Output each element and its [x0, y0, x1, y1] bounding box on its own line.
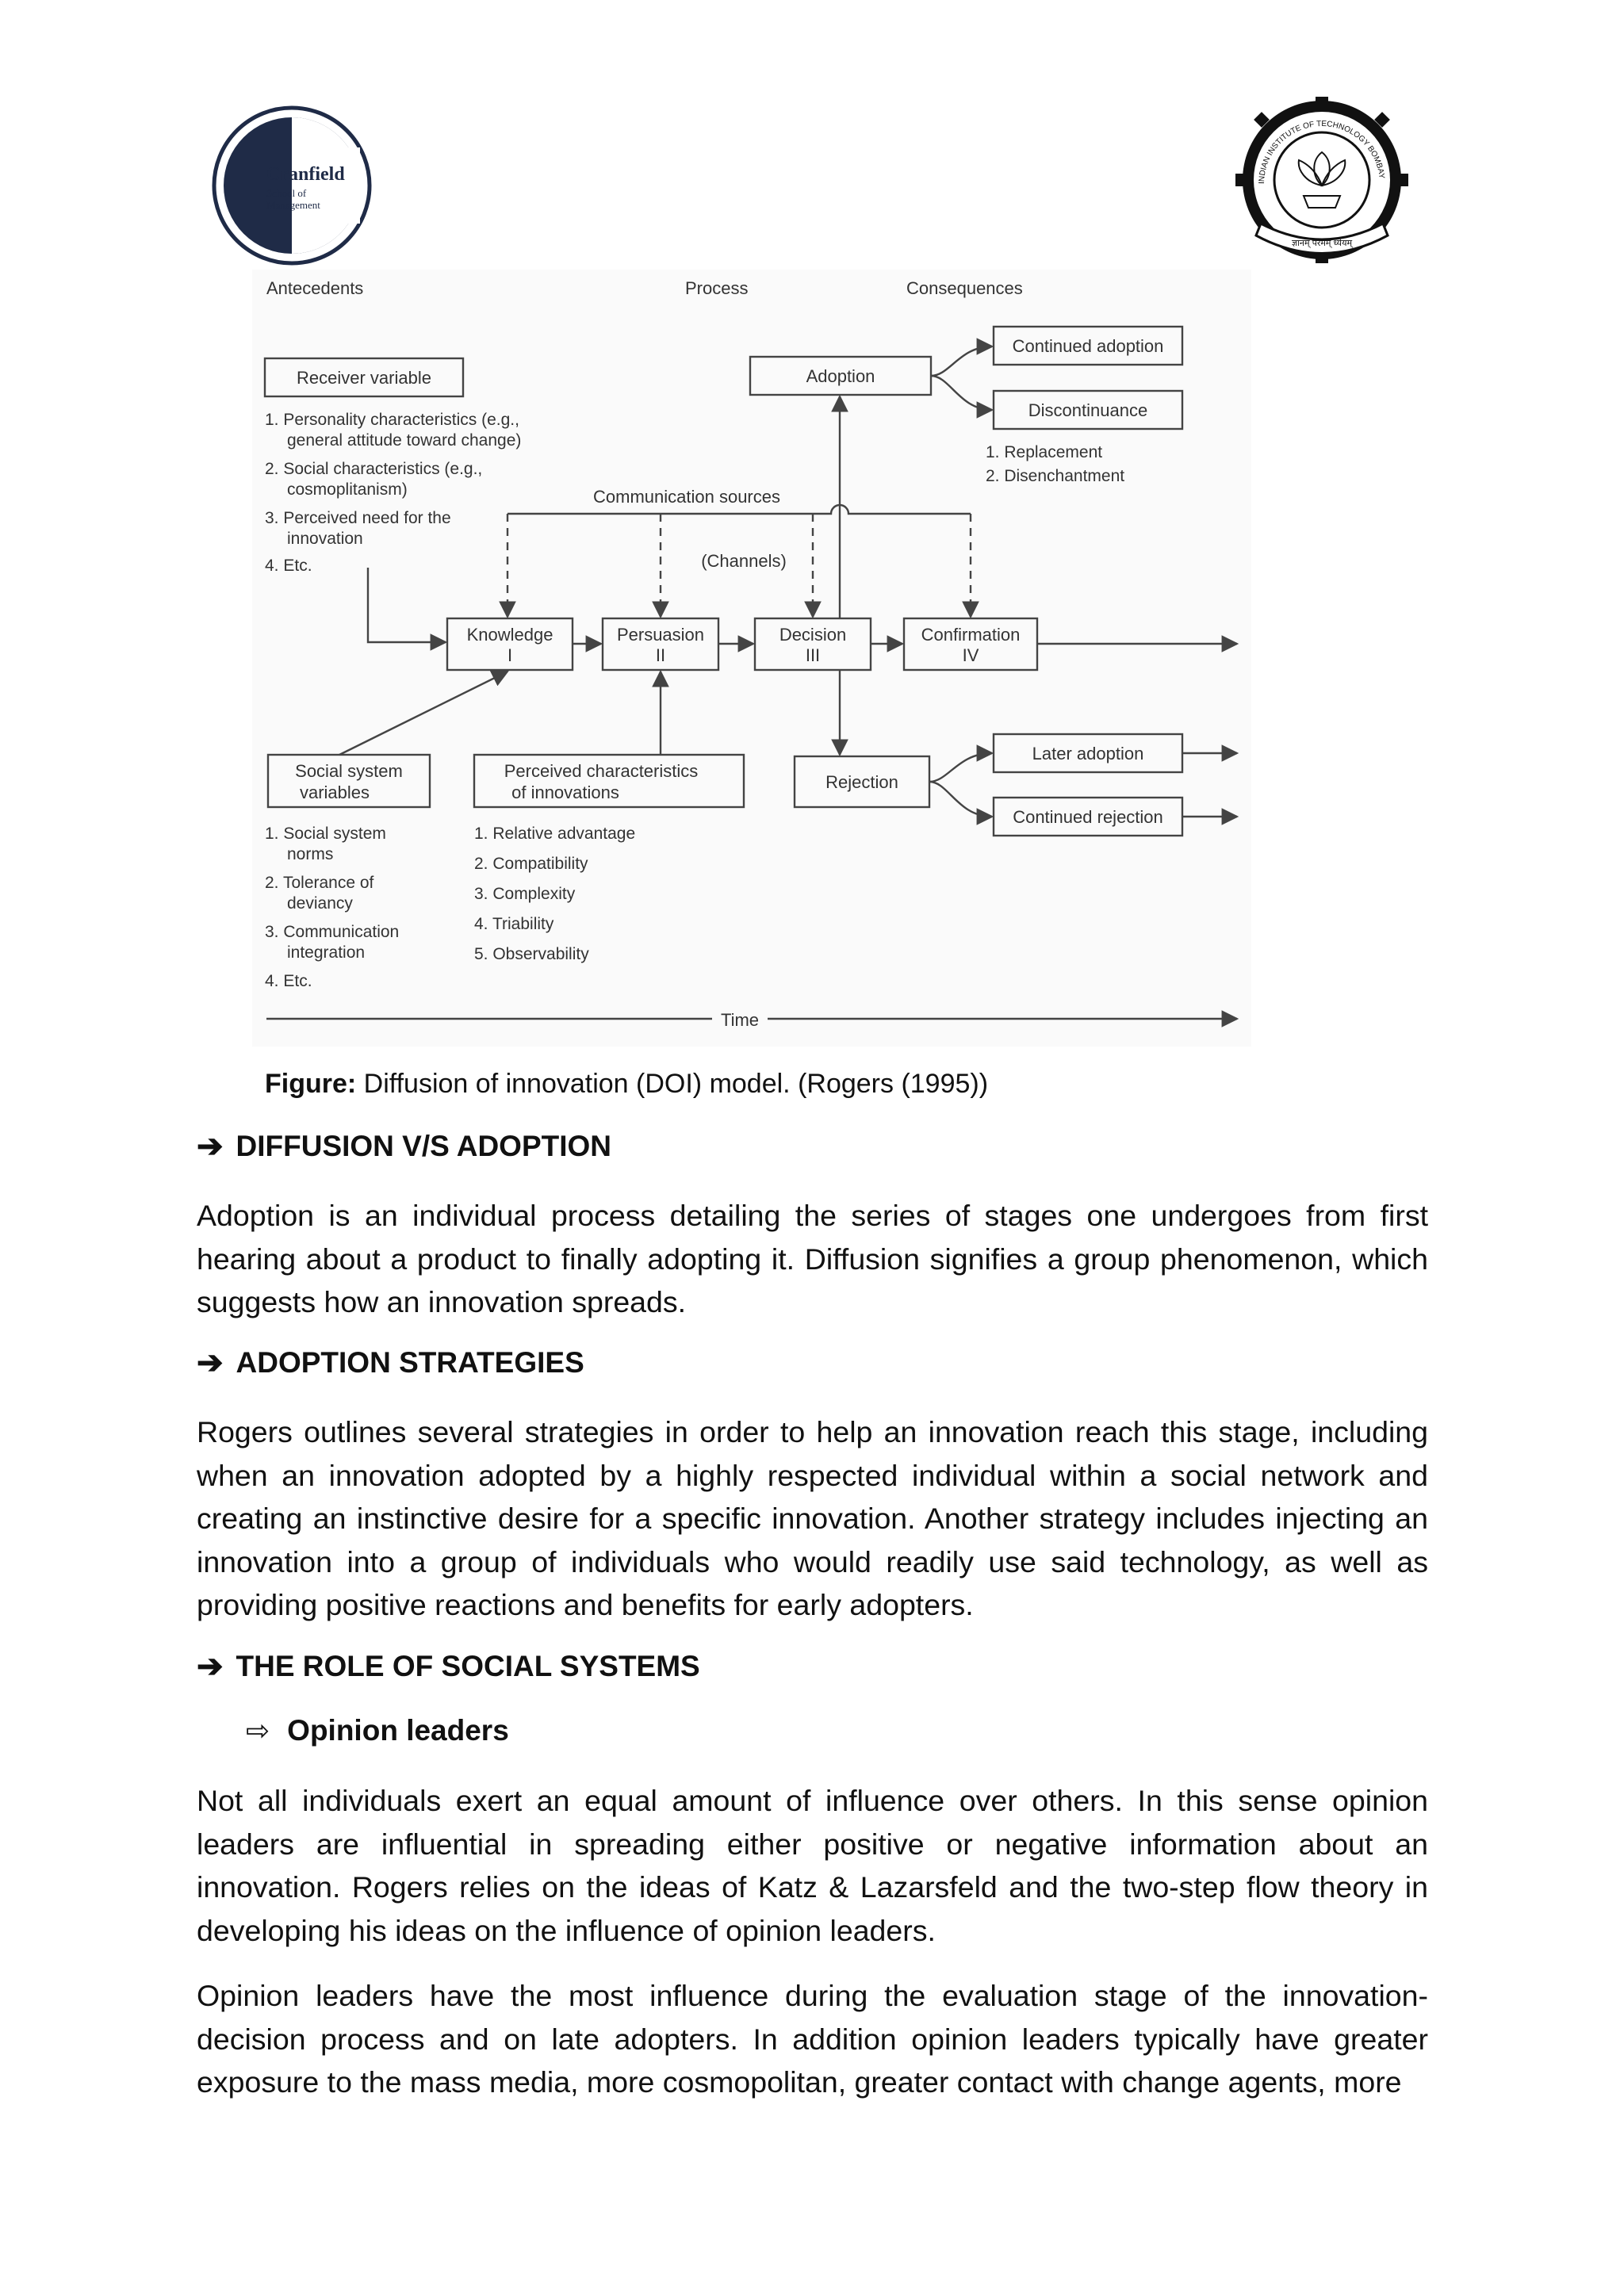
perceived-item: 4. Triability [474, 915, 554, 933]
arrow-right-icon: ➔ [197, 1129, 224, 1164]
knowledge-number: I [507, 645, 513, 665]
header-process: Process [685, 278, 749, 298]
heading-text: DIFFUSION V/S ADOPTION [236, 1130, 611, 1162]
rejection-label: Rejection [825, 772, 898, 792]
social-system-label-2: variables [299, 783, 370, 802]
adoption-label: Adoption [806, 366, 875, 386]
perceived-item: 2. Compatibility [474, 855, 588, 873]
figure-caption [265, 1069, 988, 1100]
persuasion-number: II [655, 645, 666, 665]
confirmation-label: Confirmation [921, 625, 1021, 645]
receiver-item: 1. Personality characteristics (e.g., [265, 411, 519, 429]
social-item: 1. Social system [265, 825, 386, 843]
heading-text: THE ROLE OF SOCIAL SYSTEMS [236, 1650, 700, 1682]
persuasion-label: Persuasion [616, 625, 705, 645]
header-antecedents: Antecedents [266, 278, 364, 298]
logo-text-cranfield: Cranfield [266, 164, 345, 185]
paragraph-opinion-leaders-2: Opinion leaders have the most influence during the evaluation stage of the innovation-decision process and on late adopters. In addition opinion leaders typically have greater exposure to the mass media, more cosmopolitan, greater contact with change agents, more [197, 1979, 1428, 2099]
decision-number: III [805, 645, 821, 665]
perceived-item: 1. Relative advantage [474, 825, 636, 843]
subheading-opinion-leaders [246, 1714, 509, 1747]
header-consequences: Consequences [906, 278, 1023, 298]
social-item: integration [287, 943, 366, 962]
social-item: 4. Etc. [265, 972, 312, 990]
later-adoption-label: Later adoption [1032, 744, 1144, 763]
continued-adoption-label: Continued adoption [1012, 336, 1164, 356]
paragraph-diffusion-vs-adoption: Adoption is an individual process detailing the series of stages one undergoes from first hearing about a product to finally adopting it. Diffusion signifies a group phenomenon, which suggests how an innovation spreads. [197, 1199, 1428, 1318]
receiver-item: innovation [287, 530, 363, 548]
arrow-right-icon: ➔ [197, 1345, 224, 1380]
knowledge-label: Knowledge [466, 625, 553, 645]
caption-text: Diffusion of innovation (DOI) model. (Rogers (1995)) [356, 1069, 989, 1099]
receiver-item: 2. Social characteristics (e.g., [265, 460, 483, 478]
heading-role-of-social-systems [197, 1648, 700, 1685]
discontinuance-item: 1. Replacement [986, 443, 1103, 461]
perceived-item: 5. Observability [474, 945, 589, 963]
confirmation-number: IV [962, 645, 979, 665]
receiver-item: cosmoplitanism) [287, 480, 408, 499]
outline-arrow-icon: ⇨ [246, 1714, 270, 1747]
arrow-right-icon: ➔ [197, 1649, 224, 1684]
social-system-label-1: Social system [295, 761, 403, 781]
perceived-item: 3. Complexity [474, 885, 576, 903]
discontinuance-item: 2. Disenchantment [986, 467, 1125, 485]
continued-rejection-label: Continued rejection [1013, 807, 1163, 827]
cranfield-logo [211, 105, 373, 267]
doi-model-diagram [252, 270, 1251, 1047]
logo-text-line3: Management [266, 199, 320, 211]
time-label: Time [720, 1010, 760, 1030]
social-item: deviancy [287, 894, 353, 913]
heading-adoption-strategies [197, 1345, 584, 1381]
channels-label: (Channels) [701, 551, 787, 571]
logo-text-line2: School of [266, 187, 307, 199]
paragraph-opinion-leaders-1: Not all individuals exert an equal amount of influence over others. In this sense opinion leaders are influential in spreading either positive or negative information about an innovation. Rogers relies on the ideas of Katz & Lazarsfeld and the two-step flow theory in developing his ideas on the influence of opinion leaders. [197, 1784, 1428, 1947]
social-item: 3. Communication [265, 923, 400, 941]
receiver-item: 3. Perceived need for the [265, 509, 451, 527]
perceived-label-2: of innovations [511, 783, 619, 802]
discontinuance-label: Discontinuance [1028, 400, 1148, 420]
social-item: norms [287, 845, 334, 863]
subheading-text: Opinion leaders [287, 1714, 509, 1747]
iit-motto: ज्ञानम् परमम् ध्येयम् [1291, 239, 1353, 248]
perceived-label-1: Perceived characteristics [504, 761, 699, 781]
decision-label: Decision [779, 625, 847, 645]
communication-sources-label: Communication sources [593, 487, 780, 507]
paragraph-adoption-strategies: Rogers outlines several strategies in order to help an innovation reach this stage, including when an innovation adopted by a highly respected individual within a social network and creating an instinctive desire for a specific innovation. Another strategy includes injecting an innovation into a group of individuals who would readily use said technology, as well as providing positive reactions and benefits for early adopters. [197, 1415, 1428, 1621]
receiver-item: general attitude toward change) [287, 431, 522, 450]
caption-label: Figure: [265, 1069, 357, 1099]
receiver-variable-label: Receiver variable [297, 368, 431, 388]
iit-arc-text: INDIAN INSTITUTE OF TECHNOLOGY BOMBAY [1257, 119, 1386, 185]
heading-text: ADOPTION STRATEGIES [236, 1346, 584, 1379]
heading-diffusion-vs-adoption [197, 1128, 611, 1165]
receiver-item: 4. Etc. [265, 557, 312, 575]
iit-bombay-logo [1232, 97, 1411, 271]
social-item: 2. Tolerance of [265, 874, 374, 892]
